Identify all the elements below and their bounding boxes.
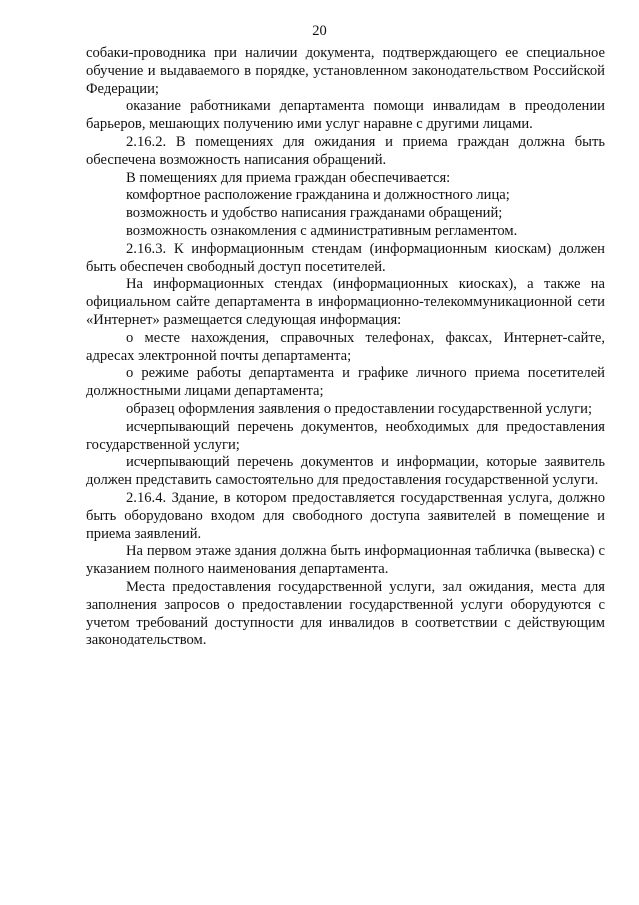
- paragraph-guide-dog: собаки-проводника при наличии документа, подтверждающего ее специальное обучение и выдаваемого в порядке, установленном законодательством Российской Федерации;: [86, 45, 605, 97]
- paragraph-writing-appeals: возможность и удобство написания гражданами обращений;: [126, 205, 503, 222]
- paragraph-required-documents: исчерпывающий перечень документов, необходимых для предоставления государственной услуги;: [86, 418, 605, 453]
- body-text: [86, 45, 605, 650]
- paragraph-reglament-access: возможность ознакомления с административным регламентом.: [126, 222, 518, 239]
- paragraph-applicant-documents: исчерпывающий перечень документов и информации, которые заявитель должен представить самостоятельно для предоставления государственной услуги.: [86, 454, 605, 489]
- paragraph-info-stands: На информационных стендах (информационных киосках), а также на официальном сайте департамента в информационно-телекоммуникационной сети «Интернет» размещается следующая информация:: [86, 276, 605, 328]
- paragraph-application-sample: образец оформления заявления о предоставлении государственной услуги;: [126, 400, 593, 417]
- paragraph-work-schedule: о режиме работы департамента и графике личного приема посетителей должностными лицами департамента;: [86, 365, 605, 400]
- paragraph-reception-rooms: В помещениях для приема граждан обеспечивается:: [126, 169, 451, 186]
- paragraph-comfortable-placement: комфортное расположение гражданина и должностного лица;: [126, 187, 510, 204]
- paragraph-info-sign: На первом этаже здания должна быть информационная табличка (вывеска) с указанием полного наименования департамента.: [86, 543, 605, 578]
- paragraph-location-contacts: о месте нахождения, справочных телефонах, факсах, Интернет-сайте, адресах электронной почты департамента;: [86, 329, 605, 364]
- paragraph-2-16-4: 2.16.4. Здание, в котором предоставляется государственная услуга, должно быть оборудовано входом для свободного доступа заявителей в помещение и приема заявлений.: [86, 489, 605, 542]
- paragraph-2-16-2: 2.16.2. В помещениях для ожидания и приема граждан должна быть обеспечена возможность написания обращений.: [86, 133, 605, 168]
- paragraph-2-16-3: 2.16.3. К информационным стендам (информационным киоскам) должен быть обеспечен свободный доступ посетителей.: [86, 240, 605, 275]
- paragraph-staff-assistance: оказание работниками департамента помощи инвалидам в преодолении барьеров, мешающих получению ими услуг наравне с другими лицами.: [86, 98, 605, 133]
- paragraph-accessibility: Места предоставления государственной услуги, зал ожидания, места для заполнения запросов о предоставлении государственной услуги оборудуются с учетом требований доступности для инвалидов в соответствии с действующим законодательством.: [86, 578, 605, 649]
- page-number: 20: [312, 23, 327, 39]
